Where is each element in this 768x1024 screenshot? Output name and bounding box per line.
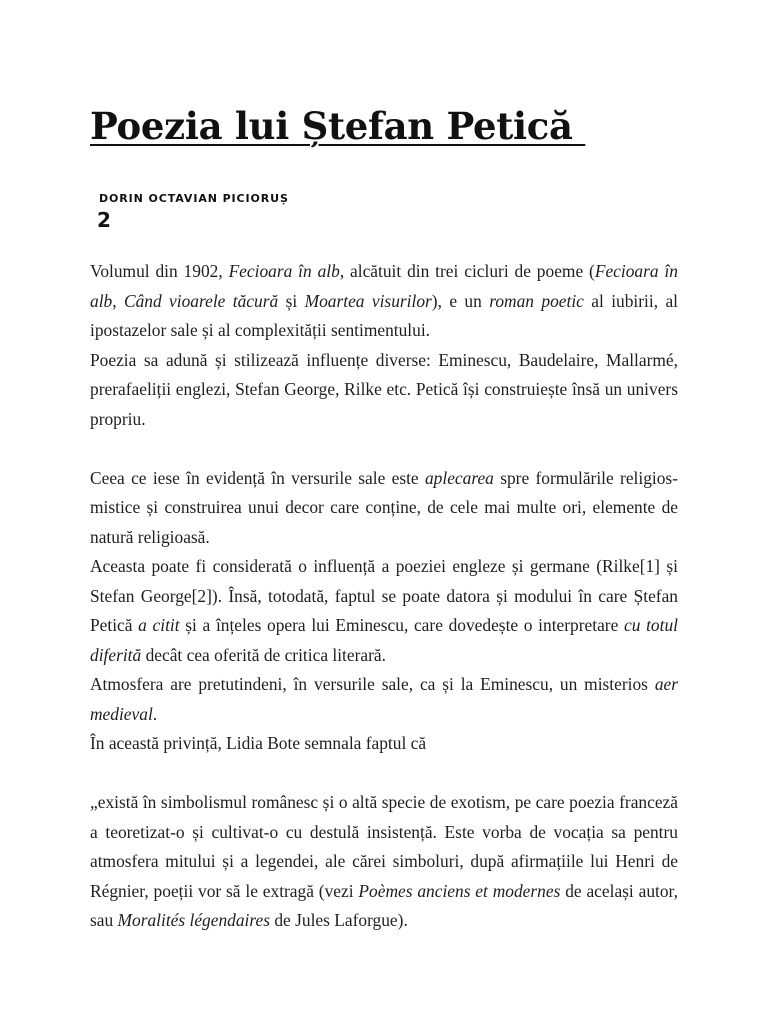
text-run: și: [278, 290, 305, 311]
italic-phrase: Când vioarele tăcură: [123, 290, 279, 311]
text-run: Atmosfera are pretutindeni, în versurile sale, ca și la Eminescu, un misterios: [90, 674, 655, 694]
text-run: ,: [112, 290, 124, 311]
text-run: spre formulările religios-mistice și construirea unui decor care conține, de cele mai multe ori, elemente de natură religioasă.: [90, 467, 678, 547]
page-number: 2: [97, 208, 111, 232]
italic-phrase: Fecioara în alb: [228, 261, 340, 281]
body-paragraph: [90, 464, 678, 553]
author-name: DORIN OCTAVIAN PICIORUȘ: [99, 192, 289, 205]
italic-phrase: Moralités légendaires: [117, 910, 270, 930]
text-run: „există în simbolismul românesc și o altă specie de exotism, pe care poezia franceză a teoretizat-o și cultivat-o cu destulă insistență. Este vorba de vocația sa pentru atmosfera mitului și a legendei, ale cărei simboluri, după afirmațiile lui Henri de Régnier, poeții vor să le extragă (vezi: [90, 792, 678, 901]
body-paragraph: [90, 257, 678, 346]
body-paragraph: [90, 788, 678, 936]
text-run: decât cea oferită de critica literară.: [141, 644, 386, 665]
text-run: de Jules Laforgue).: [270, 910, 408, 930]
text-run: Volumul din 1902,: [90, 261, 229, 281]
italic-phrase: aplecarea: [424, 467, 494, 488]
text-run: Poezia sa adună și stilizează influențe diverse: Eminescu, Baudelaire, Mallarmé, prerafaeliții englezi, Stefan George, Rilke etc. Petică își construiește însă un univers propriu.: [90, 349, 678, 429]
italic-phrase: Moartea visurilor: [304, 290, 432, 311]
article-body: [90, 257, 678, 936]
text-run: al iubirii, al ipostazelor sale și al complexității sentimentului.: [90, 290, 679, 340]
body-paragraph: [90, 552, 678, 670]
italic-phrase: Fecioara în alb: [90, 261, 678, 311]
italic-phrase: roman poetic: [489, 290, 584, 311]
italic-phrase: cu totul diferită: [90, 615, 678, 665]
paragraph-spacer: [90, 434, 678, 464]
text-run: și a înțeles opera lui Eminescu, care dovedește o interpretare: [179, 615, 624, 635]
text-run: Aceasta poate fi considerată o influență a poeziei engleze și germane (Rilke[1] și Stefan George[2]). Însă, totodată, faptul se poate datora și modului în care Ștefan Petică: [90, 556, 678, 635]
text-run: Ceea ce iese în evidență în versurile sale este: [90, 467, 425, 488]
text-run: , alcătuit din trei cicluri de poeme (: [339, 261, 595, 281]
text-run: de același autor, sau: [90, 880, 678, 930]
paragraph-spacer: [90, 759, 678, 789]
italic-phrase: Poèmes anciens et modernes: [358, 880, 561, 901]
text-run: ), e un: [431, 290, 490, 311]
italic-phrase: a citit: [138, 615, 180, 635]
page-title: Poezia lui Ștefan Petică: [90, 104, 586, 148]
body-paragraph: [90, 670, 678, 729]
text-run: În această privință, Lidia Bote semnala faptul că: [90, 733, 427, 753]
body-paragraph: [90, 729, 678, 759]
italic-phrase: aer medieval: [90, 674, 678, 724]
body-paragraph: [90, 346, 678, 435]
text-run: .: [152, 703, 158, 724]
